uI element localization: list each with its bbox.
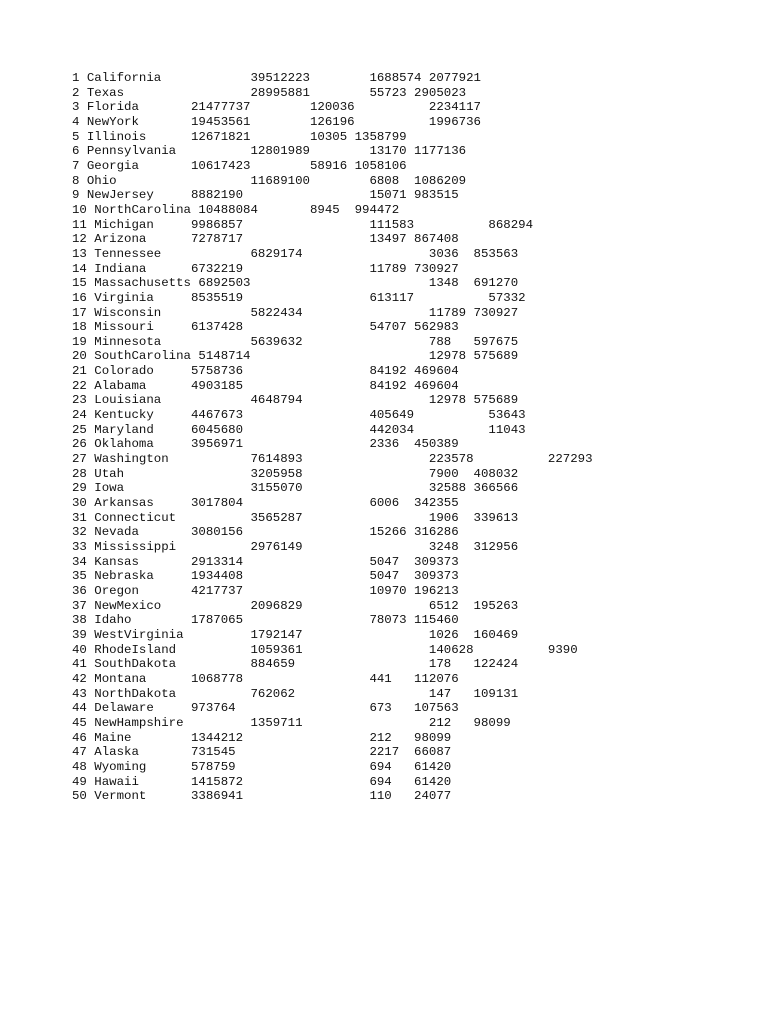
listing-line: 22 Alabama 4903185 84192 469604 — [72, 378, 459, 393]
listing-line: 48 Wyoming 578759 694 61420 — [72, 759, 452, 774]
listing-line: 25 Maryland 6045680 442034 11043 — [72, 422, 526, 437]
listing-line: 44 Delaware 973764 673 107563 — [72, 701, 459, 716]
listing-line: 37 NewMexico 2096829 6512 195263 — [72, 598, 519, 613]
listing-line: 9 NewJersey 8882190 15071 983515 — [72, 188, 459, 203]
listing-line: 21 Colorado 5758736 84192 469604 — [72, 364, 459, 379]
listing-line: 10 NorthCarolina 10488084 8945 994472 — [72, 202, 400, 217]
listing-line: 34 Kansas 2913314 5047 309373 — [72, 554, 459, 569]
listing-line: 1 California 39512223 1688574 2077921 — [72, 71, 481, 85]
listing-line: 14 Indiana 6732219 11789 730927 — [72, 261, 459, 276]
listing-line: 5 Illinois 12671821 10305 1358799 — [72, 129, 407, 144]
listing-line: 38 Idaho 1787065 78073 115460 — [72, 613, 459, 628]
listing-line: 41 SouthDakota 884659 178 122424 — [72, 657, 519, 672]
listing-line: 32 Nevada 3080156 15266 316286 — [72, 525, 459, 540]
listing-line: 35 Nebraska 1934408 5047 309373 — [72, 569, 459, 584]
listing-line: 24 Kentucky 4467673 405649 53643 — [72, 408, 526, 423]
listing-line: 15 Massachusetts 6892503 1348 691270 — [72, 276, 519, 291]
listing-line: 30 Arkansas 3017804 6006 342355 — [72, 496, 459, 511]
listing-line: 2 Texas 28995881 55723 2905023 — [72, 85, 467, 100]
listing-line: 13 Tennessee 6829174 3036 853563 — [72, 246, 519, 261]
data-listing — [72, 71, 593, 804]
listing-line: 39 WestVirginia 1792147 1026 160469 — [72, 627, 519, 642]
listing-line: 16 Virginia 8535519 613117 57332 — [72, 290, 526, 305]
listing-line: 43 NorthDakota 762062 147 109131 — [72, 686, 519, 701]
listing-line: 3 Florida 21477737 120036 2234117 — [72, 100, 481, 115]
listing-line: 20 SouthCarolina 5148714 12978 575689 — [72, 349, 519, 364]
listing-line: 42 Montana 1068778 441 112076 — [72, 671, 459, 686]
listing-line: 4 NewYork 19453561 126196 1996736 — [72, 114, 481, 129]
listing-line: 11 Michigan 9986857 111583 868294 — [72, 217, 534, 232]
listing-line: 26 Oklahoma 3956971 2336 450389 — [72, 437, 459, 452]
listing-line: 8 Ohio 11689100 6808 1086209 — [72, 173, 467, 188]
listing-line: 18 Missouri 6137428 54707 562983 — [72, 320, 459, 335]
listing-line: 33 Mississippi 2976149 3248 312956 — [72, 540, 519, 554]
listing-line: 17 Wisconsin 5822434 11789 730927 — [72, 305, 519, 320]
listing-line: 19 Minnesota 5639632 788 597675 — [72, 334, 519, 349]
listing-line: 27 Washington 7614893 223578 227293 — [72, 452, 593, 467]
listing-line: 12 Arizona 7278717 13497 867408 — [72, 232, 459, 247]
listing-line: 31 Connecticut 3565287 1906 339613 — [72, 510, 519, 525]
listing-line: 46 Maine 1344212 212 98099 — [72, 730, 452, 745]
listing-line: 49 Hawaii 1415872 694 61420 — [72, 774, 452, 789]
listing-line: 28 Utah 3205958 7900 408032 — [72, 466, 519, 481]
listing-line: 7 Georgia 10617423 58916 1058106 — [72, 158, 407, 173]
listing-line: 6 Pennsylvania 12801989 13170 1177136 — [72, 144, 467, 159]
listing-line: 47 Alaska 731545 2217 66087 — [72, 745, 452, 760]
listing-line: 29 Iowa 3155070 32588 366566 — [72, 481, 519, 496]
listing-line: 45 NewHampshire 1359711 212 98099 — [72, 715, 511, 730]
listing-line: 40 RhodeIsland 1059361 140628 9390 — [72, 642, 578, 657]
listing-line: 50 Vermont 3386941 110 24077 — [72, 789, 452, 804]
listing-line: 36 Oregon 4217737 10970 196213 — [72, 583, 459, 598]
listing-line: 23 Louisiana 4648794 12978 575689 — [72, 393, 519, 408]
